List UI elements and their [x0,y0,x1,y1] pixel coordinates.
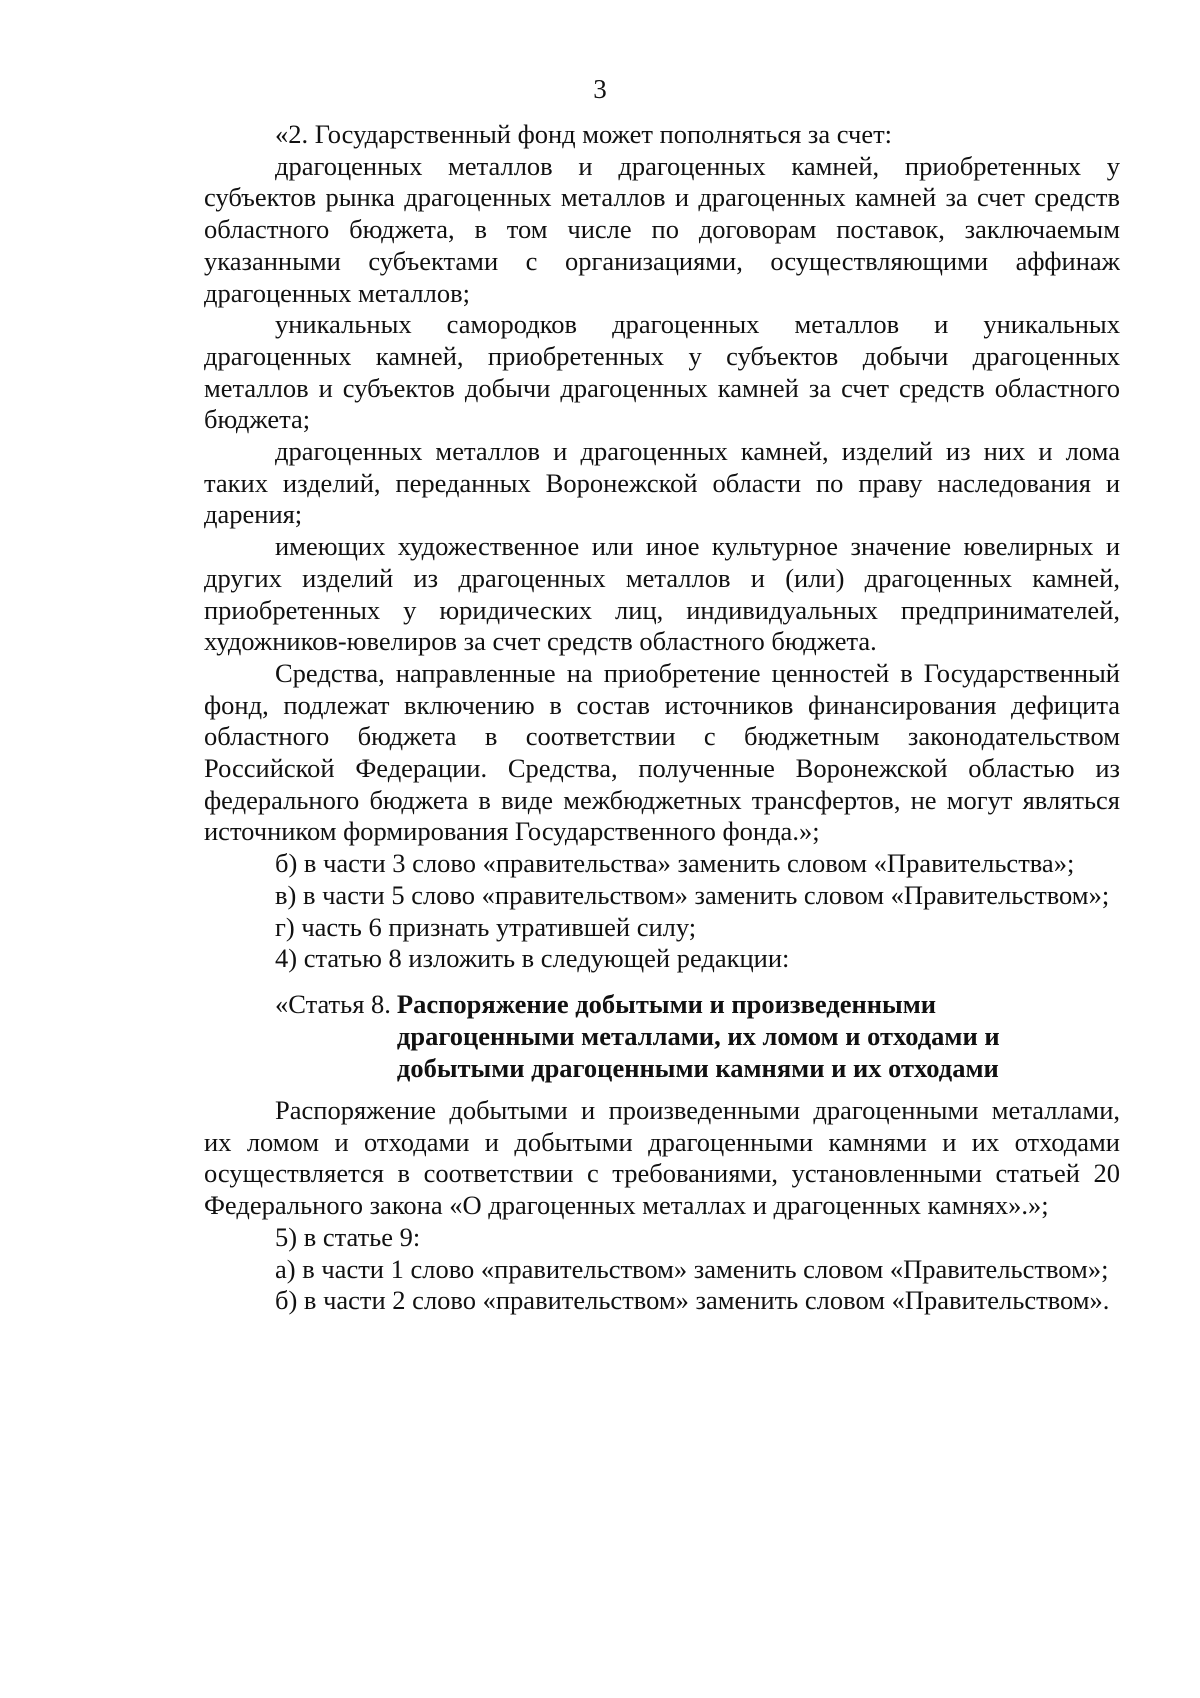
paragraph: б) в части 2 слово «правительством» заменить словом «Правительством». [275,1285,1110,1316]
article-heading-prefix: «Статья 8. [275,988,391,1019]
paragraph: Распоряжение добытыми и произведенными драгоценными металлами, их ломом и отходами и добытыми драгоценными камнями и их отходами осуществляется в соответствии с требованиями, установленными статьей 20 Федерального закона «О драгоценных металлах и драгоценных камнях».»; [204,1094,1120,1221]
paragraph: Средства, направленные на приобретение ценностей в Государственный фонд, подлежат включению в состав источников финансирования дефицита областного бюджета в соответствии с бюджетным законодательством Российской Федерации. Средства, полученные Воронежской областью из федерального бюджета в виде межбюджетных трансфертов, не могут являться источником формирования Государственного фонда.»; [204,657,1120,847]
paragraph: уникальных самородков драгоценных металлов и уникальных драгоценных камней, приобретенных у субъектов добычи драгоценных металлов и субъектов добычи драгоценных камней за счет средств областного бюджета; [204,309,1120,435]
paragraph: драгоценных металлов и драгоценных камней, приобретенных у субъектов рынка драгоценных металлов и драгоценных камней за счет средств областного бюджета, в том числе по договорам поставок, заключаемым указанными субъектами с организациями, осуществляющими аффинаж драгоценных металлов; [204,150,1120,308]
paragraph: в) в части 5 слово «правительством» заменить словом «Правительством»; [275,879,1110,910]
article-heading-title: Распоряжение добытыми и произведенными драгоценными металлами, их ломом и отходами и добытыми драгоценными камнями и их отходами [396,988,1000,1083]
paragraph: «2. Государственный фонд может пополняться за счет: [275,119,893,149]
paragraph: г) часть 6 признать утратившей силу; [275,911,697,942]
paragraph: б) в части 3 слово «правительства» заменить словом «Правительства»; [275,848,1075,879]
document-body [204,119,1120,1317]
paragraph: 5) в статье 9: [275,1221,421,1252]
paragraph: имеющих художественное или иное культурное значение ювелирных и других изделий из драгоценных металлов и (или) драгоценных камней, приобретенных у юридических лиц, индивидуальных предпринимателей, художников-ювелиров за счет средств областного бюджета. [204,531,1120,657]
paragraph: драгоценных металлов и драгоценных камней, изделий из них и лома таких изделий, переданных Воронежской области по праву наследования и дарения; [204,436,1120,530]
article-heading [204,988,1120,1084]
paragraph: 4) статью 8 изложить в следующей редакции: [275,943,790,974]
paragraph: а) в части 1 слово «правительством» заменить словом «Правительством»; [275,1253,1109,1284]
page-number: 3 [593,74,607,104]
